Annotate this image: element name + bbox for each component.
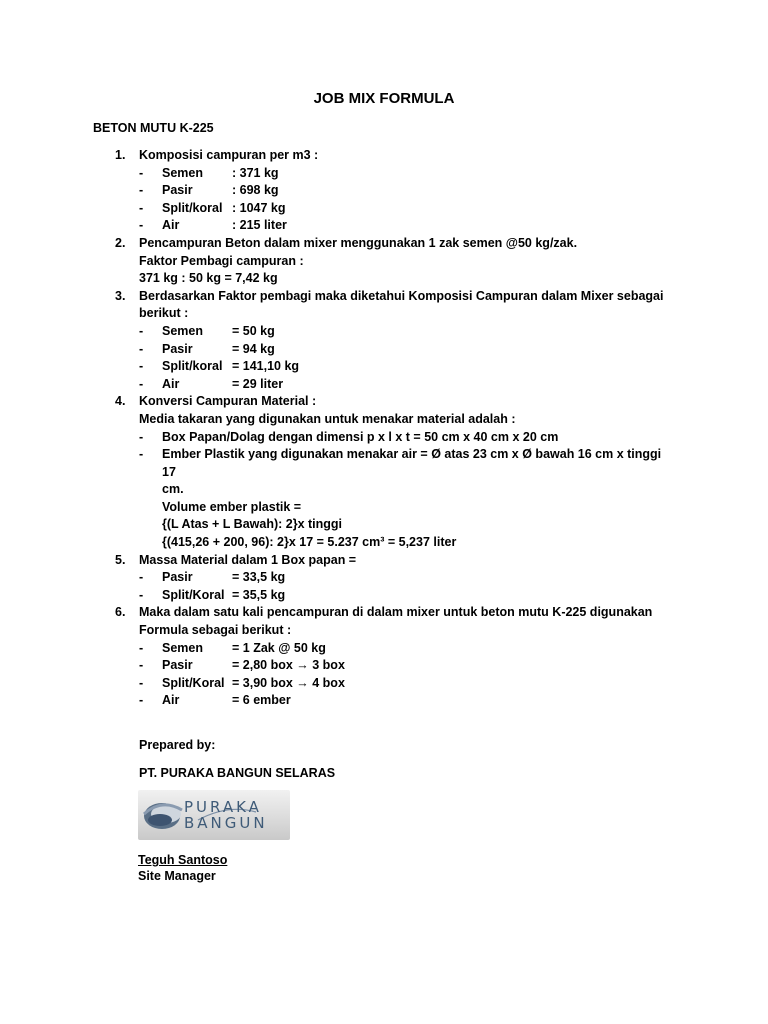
item-heading: Pencampuran Beton dalam mixer menggunakan 1 zak semen @50 kg/zak. — [139, 235, 578, 250]
material-value: = 29 liter — [232, 376, 284, 391]
composition-row — [139, 657, 675, 675]
bullet-text: - Ember Plastik yang digunakan menakar air = Ø atas 23 cm x Ø bawah 16 cm x tinggi 17 — [162, 447, 662, 479]
material-value: = 33,5 kg — [232, 570, 286, 585]
material-value: : 1047 kg — [232, 200, 286, 215]
composition-row — [139, 587, 675, 605]
measure-bullet — [139, 429, 675, 447]
item-heading-cont: Formula sebagai berikut : — [139, 623, 292, 638]
item-heading: Maka dalam satu kali pencampuran di dalam mixer untuk beton mutu K-225 digunakan — [139, 605, 653, 620]
company-name: PT. PURAKA BANGUN SELARAS — [139, 766, 336, 780]
item-calculation: 371 kg : 50 kg = 7,42 kg — [139, 271, 278, 286]
logo-line-1: PURAKA — [184, 798, 262, 816]
material-value: : 371 kg — [232, 165, 279, 180]
material-value: = 35,5 kg — [232, 587, 286, 602]
list-item-4 — [115, 393, 675, 551]
formula-list — [115, 147, 675, 710]
material-name: Pasir — [162, 570, 193, 585]
bullet-text: Box Papan/Dolag dengan dimensi p x l x t = 50 cm x 40 cm x 20 cm — [162, 429, 559, 444]
item-number: 4. — [115, 394, 126, 409]
item-heading: Konversi Campuran Material : — [139, 394, 317, 409]
composition-row — [139, 165, 675, 183]
material-value: = 94 kg — [232, 341, 275, 356]
item-number: 2. — [115, 235, 126, 250]
signatory-name: Teguh Santoso — [138, 853, 228, 867]
material-name: Pasir — [162, 658, 193, 673]
material-value: = 141,10 kg — [232, 359, 300, 374]
measure-bullet — [139, 446, 675, 552]
material-name: Semen — [162, 323, 203, 338]
composition-row — [139, 675, 675, 693]
volume-label: Volume ember plastik = — [162, 499, 302, 514]
item-number: 3. — [115, 288, 126, 303]
item-heading: Berdasarkan Faktor pembagi maka diketahui Komposisi Campuran dalam Mixer sebagai — [139, 288, 664, 303]
material-name: Split/koral — [162, 200, 223, 215]
composition-row — [139, 200, 675, 218]
composition-row — [139, 182, 675, 200]
volume-formula: {(L Atas + L Bawah): 2}x tinggi — [162, 517, 343, 532]
item-number: 6. — [115, 605, 126, 620]
composition-row — [139, 692, 675, 710]
material-name: Air — [162, 376, 180, 391]
volume-result: {(415,26 + 200, 96): 2}x 17 = 5.237 cm³ = 5,237 liter — [162, 535, 457, 550]
material-name: Pasir — [162, 341, 193, 356]
composition-row — [139, 358, 675, 376]
composition-row — [139, 640, 675, 658]
material-name: Split/Koral — [162, 675, 225, 690]
material-value: : 215 liter — [232, 218, 287, 233]
composition-row — [139, 323, 675, 341]
material-name: Pasir — [162, 183, 193, 198]
composition-row — [139, 376, 675, 394]
composition-row — [139, 341, 675, 359]
composition-row — [139, 569, 675, 587]
list-item-1 — [115, 147, 675, 235]
material-value: = 3,90 box → 4 box — [232, 675, 345, 690]
list-item-3 — [115, 288, 675, 394]
item-heading-cont: berikut : — [139, 306, 189, 321]
list-item-6 — [115, 604, 675, 710]
material-name: Air — [162, 693, 180, 708]
material-value: = 50 kg — [232, 323, 275, 338]
material-value: = 1 Zak @ 50 kg — [232, 640, 326, 655]
item-subheading: Media takaran yang digunakan untuk menakar material adalah : — [139, 411, 516, 426]
signatory-title: Site Manager — [138, 869, 216, 883]
logo-text — [184, 799, 268, 831]
logo-line-2: BANGUN — [184, 814, 268, 832]
material-name: Split/Koral — [162, 587, 225, 602]
material-name: Semen — [162, 165, 203, 180]
list-item-5 — [115, 552, 675, 605]
material-value: = 2,80 box → 3 box — [232, 658, 345, 673]
material-name: Semen — [162, 640, 203, 655]
item-heading: Massa Material dalam 1 Box papan = — [139, 552, 357, 567]
material-name: Split/koral — [162, 359, 223, 374]
document-title: JOB MIX FORMULA — [313, 90, 455, 107]
document-subtitle: BETON MUTU K-225 — [93, 121, 214, 135]
item-subheading: Faktor Pembagi campuran : — [139, 253, 304, 268]
item-heading: Komposisi campuran per m3 : — [139, 148, 319, 162]
company-logo — [138, 790, 290, 840]
material-name: Air — [162, 218, 180, 233]
list-item-2 — [115, 235, 675, 288]
material-value: : 698 kg — [232, 183, 279, 198]
item-number: 5. — [115, 552, 126, 567]
material-value: = 6 ember — [232, 693, 291, 708]
composition-row — [139, 217, 675, 235]
prepared-by-label: Prepared by: — [139, 738, 216, 752]
item-number: 1. — [115, 148, 126, 162]
bullet-text-cont: cm. — [162, 482, 184, 497]
